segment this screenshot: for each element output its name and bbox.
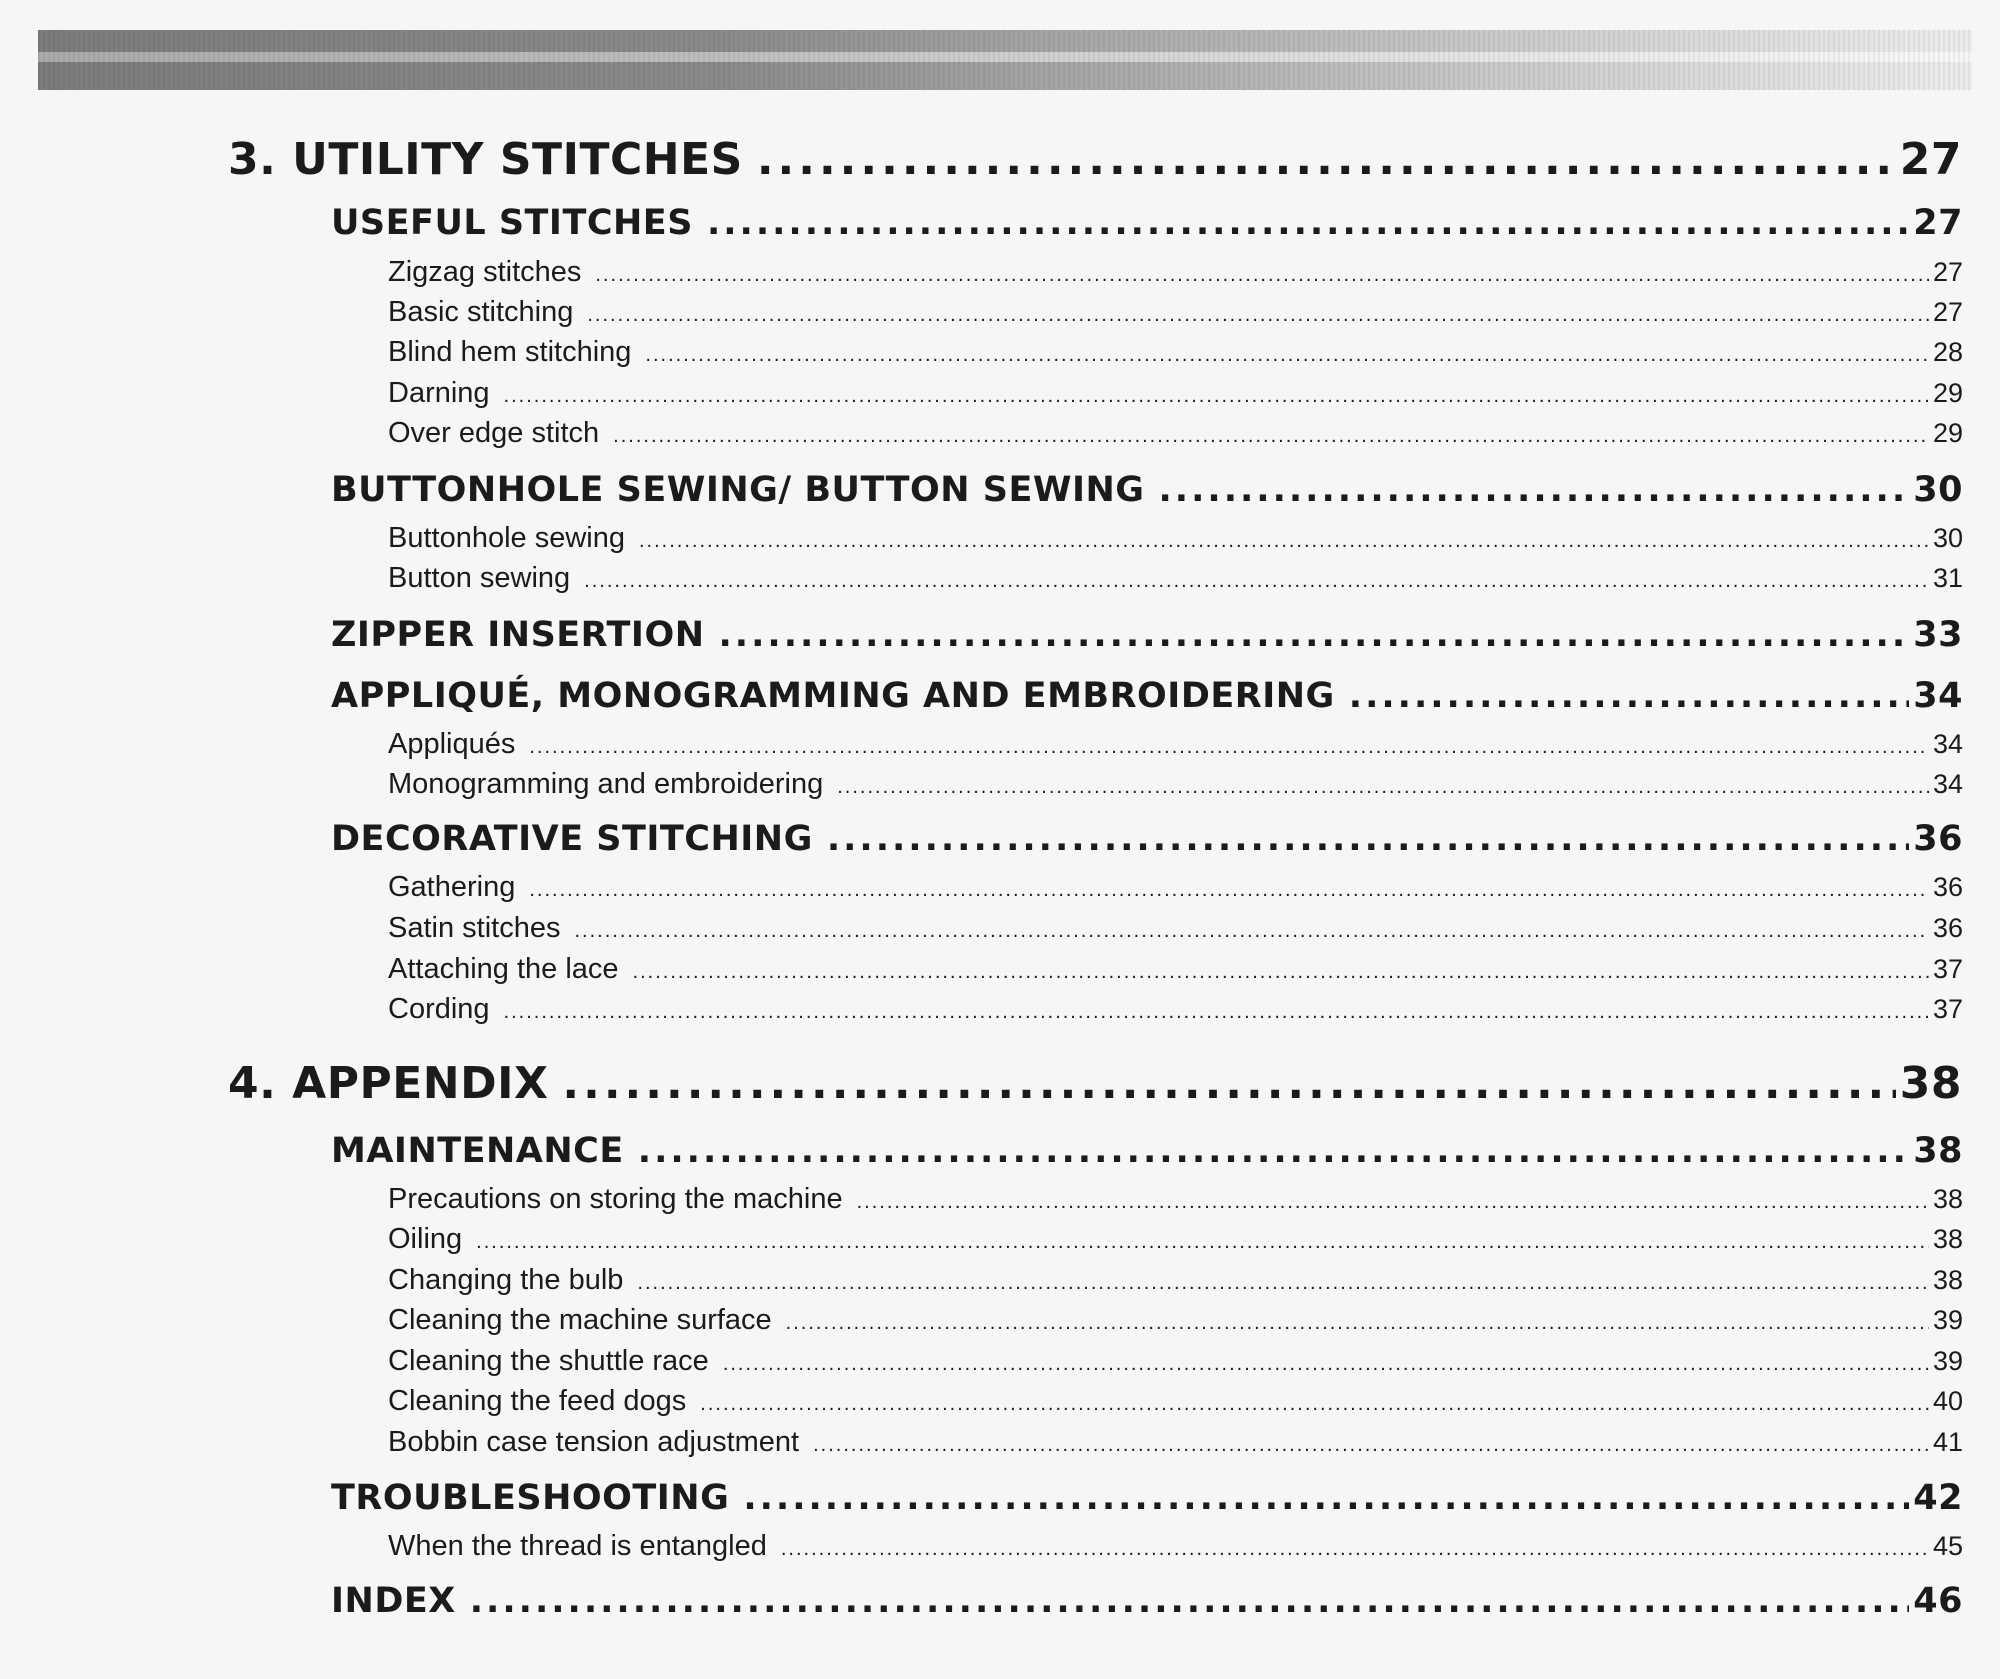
toc-entry-title: Monogramming and embroidering: [388, 768, 824, 800]
toc-leader-dots: [637, 1272, 1929, 1295]
toc-entry-title: Oiling: [388, 1223, 463, 1255]
toc-entry-title: Gathering: [388, 871, 516, 903]
toc-entry-title: Blind hem stitching: [388, 336, 632, 368]
toc-subsection-entry[interactable]: [388, 296, 1963, 329]
toc-entry-page: 36: [1913, 819, 1963, 859]
toc-entry-page: 29: [1932, 418, 1963, 448]
toc-entry-page: 39: [1932, 1305, 1963, 1335]
toc-subsection-entry[interactable]: [388, 1426, 1963, 1459]
toc-subsection-entry[interactable]: [388, 993, 1963, 1026]
toc-entry-title: Zigzag stitches: [388, 256, 582, 288]
toc-entry-page: 38: [1932, 1265, 1963, 1295]
toc-entry-title: Cleaning the feed dogs: [388, 1385, 687, 1417]
toc-entry-page: 30: [1932, 523, 1963, 553]
toc-subsection-entry[interactable]: [388, 1345, 1963, 1378]
toc-entry-page: 46: [1913, 1581, 1963, 1621]
toc-entry-title: INDEX: [331, 1581, 456, 1621]
toc-leader-dots: [786, 1312, 1929, 1335]
toc-entry-title: Cleaning the machine surface: [388, 1304, 772, 1336]
toc-entry-page: 45: [1932, 1531, 1963, 1561]
toc-subsection-entry[interactable]: [388, 562, 1963, 595]
toc-section-entry[interactable]: [331, 203, 1963, 243]
toc-subsection-entry[interactable]: [388, 522, 1963, 555]
toc-entry-title: Darning: [388, 377, 490, 409]
toc-subsection-entry[interactable]: [388, 953, 1963, 986]
toc-leader-dots: [781, 1538, 1929, 1561]
toc-entry-title: Precautions on storing the machine: [388, 1183, 843, 1215]
toc-entry-title: 4. APPENDIX: [228, 1058, 549, 1109]
toc-entry-page: 30: [1913, 470, 1963, 510]
toc-section-entry[interactable]: [331, 1131, 1963, 1171]
toc-entry-page: 38: [1932, 1184, 1963, 1214]
toc-leader-dots: [504, 1001, 1929, 1024]
toc-leader-dots: [529, 879, 1929, 902]
toc-entry-title: Over edge stitch: [388, 417, 600, 449]
toc-entry-title: DECORATIVE STITCHING: [331, 819, 813, 859]
toc-leader-dots: [723, 1353, 1929, 1376]
toc-entry-page: 36: [1932, 872, 1963, 902]
toc-section-entry[interactable]: [331, 615, 1963, 655]
toc-entry-page: 37: [1932, 954, 1963, 984]
toc-section-entry[interactable]: [331, 676, 1963, 716]
toc-section-entry[interactable]: [331, 1478, 1963, 1518]
toc-entry-page: 37: [1932, 994, 1963, 1024]
toc-subsection-entry[interactable]: [388, 417, 1963, 450]
toc-leader-dots: [504, 385, 1929, 408]
toc-entry-page: 42: [1913, 1478, 1963, 1518]
toc-leader-dots: [476, 1231, 1929, 1254]
toc-entry-title: TROUBLESHOOTING: [331, 1478, 730, 1518]
toc-entry-title: Bobbin case tension adjustment: [388, 1426, 800, 1458]
toc-leader-dots: [633, 961, 1929, 984]
toc-leader-dots: [584, 570, 1929, 593]
toc-leader-dots: [1159, 470, 1910, 510]
toc-leader-dots: [574, 920, 1928, 943]
toc-entry-page: 36: [1932, 913, 1963, 943]
toc-subsection-entry[interactable]: [388, 336, 1963, 369]
toc-entry-title: Cleaning the shuttle race: [388, 1345, 709, 1377]
toc-entry-page: 39: [1932, 1346, 1963, 1376]
toc-entry-title: APPLIQUÉ, MONOGRAMMING AND EMBROIDERING: [331, 676, 1335, 716]
toc-subsection-entry[interactable]: [388, 256, 1963, 289]
toc-entry-page: 27: [1932, 257, 1963, 287]
toc-leader-dots: [595, 264, 1929, 287]
toc-entry-title: BUTTONHOLE SEWING/ BUTTON SEWING: [331, 470, 1145, 510]
toc-subsection-entry[interactable]: [388, 768, 1963, 801]
toc-entry-title: Cording: [388, 993, 490, 1025]
toc-entry-page: 27: [1932, 297, 1963, 327]
toc-entry-page: 41: [1932, 1427, 1963, 1457]
toc-leader-dots: [639, 530, 1929, 553]
toc-entry-title: Attaching the lace: [388, 953, 619, 985]
toc-entry-title: When the thread is entangled: [388, 1530, 767, 1562]
toc-entry-title: ZIPPER INSERTION: [331, 615, 705, 655]
toc-entry-page: 27: [1913, 203, 1963, 243]
toc-chapter-entry[interactable]: [228, 1058, 1962, 1109]
toc-leader-dots: [529, 736, 1929, 759]
toc-subsection-entry[interactable]: [388, 377, 1963, 410]
toc-leader-dots: [757, 134, 1896, 185]
toc-entry-title: Satin stitches: [388, 912, 561, 944]
toc-section-entry[interactable]: [331, 470, 1963, 510]
toc-section-entry[interactable]: [331, 1581, 1963, 1621]
toc-subsection-entry[interactable]: [388, 912, 1963, 945]
toc-leader-dots: [700, 1393, 1929, 1416]
toc-entry-title: MAINTENANCE: [331, 1131, 624, 1171]
toc-leader-dots: [743, 1478, 1909, 1518]
toc-subsection-entry[interactable]: [388, 1264, 1963, 1297]
toc-subsection-entry[interactable]: [388, 1223, 1963, 1256]
toc-subsection-entry[interactable]: [388, 1385, 1963, 1418]
toc-entry-title: Appliqués: [388, 728, 516, 760]
toc-entry-title: Buttonhole sewing: [388, 522, 625, 554]
toc-entry-title: 3. UTILITY STITCHES: [228, 134, 743, 185]
toc-entry-page: 33: [1913, 615, 1963, 655]
toc-leader-dots: [813, 1434, 1929, 1457]
toc-chapter-entry[interactable]: [228, 134, 1962, 185]
toc-leader-dots: [719, 615, 1910, 655]
toc-leader-dots: [827, 819, 1909, 859]
toc-entry-page: 27: [1899, 134, 1962, 185]
toc-leader-dots: [638, 1131, 1910, 1171]
toc-section-entry[interactable]: [331, 819, 1963, 859]
toc-entry-title: Button sewing: [388, 562, 571, 594]
toc-entry-page: 38: [1899, 1058, 1962, 1109]
toc-entry-page: 40: [1932, 1386, 1963, 1416]
toc-leader-dots: [1349, 676, 1910, 716]
toc-leader-dots: [645, 344, 1929, 367]
toc-leader-dots: [613, 425, 1929, 448]
toc-leader-dots: [707, 203, 1909, 243]
toc-entry-page: 34: [1932, 729, 1963, 759]
toc-entry-title: Changing the bulb: [388, 1264, 624, 1296]
toc-entry-page: 29: [1932, 378, 1963, 408]
toc-entry-title: Basic stitching: [388, 296, 574, 328]
toc-subsection-entry[interactable]: [388, 1304, 1963, 1337]
toc-subsection-entry[interactable]: [388, 1530, 1963, 1563]
toc-leader-dots: [562, 1058, 1895, 1109]
toc-leader-dots: [587, 304, 1929, 327]
toc-leader-dots: [837, 776, 1929, 799]
toc-entry-page: 38: [1932, 1224, 1963, 1254]
toc-leader-dots: [857, 1191, 1929, 1214]
toc-entry-page: 34: [1913, 676, 1963, 716]
toc-entry-page: 31: [1932, 563, 1963, 593]
toc-entry-page: 28: [1932, 337, 1963, 367]
toc-leader-dots: [470, 1581, 1910, 1621]
toc-subsection-entry[interactable]: [388, 728, 1963, 761]
toc-entry-page: 34: [1932, 769, 1963, 799]
header-bar: [38, 30, 1972, 90]
toc-subsection-entry[interactable]: [388, 871, 1963, 904]
toc-entry-title: USEFUL STITCHES: [331, 203, 693, 243]
toc-subsection-entry[interactable]: [388, 1183, 1963, 1216]
toc-entry-page: 38: [1913, 1131, 1963, 1171]
